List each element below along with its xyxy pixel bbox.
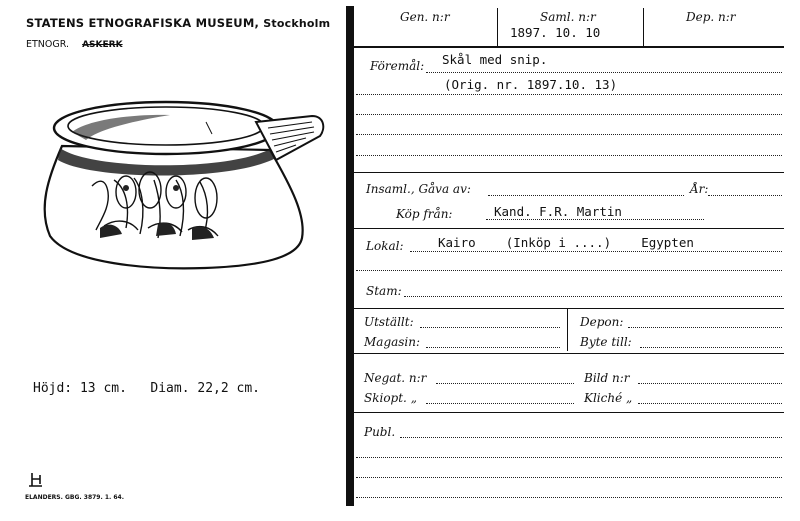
dotted-line <box>420 327 560 328</box>
kop-fran-label: Köp från: <box>396 207 453 221</box>
dep-nr-label: Dep. n:r <box>686 10 736 24</box>
byte-till-label: Byte till: <box>580 335 632 349</box>
card-spine <box>346 6 354 506</box>
lokal-value: Kairo (Inköp i ....) Egypten <box>438 235 694 250</box>
rule <box>354 228 784 229</box>
dotted-line <box>638 383 782 384</box>
rule <box>354 412 784 413</box>
dotted-line <box>628 327 782 328</box>
dotted-line <box>400 437 782 438</box>
dotted-line <box>486 219 704 220</box>
saml-nr-value: 1897. 10. 10 <box>510 25 601 40</box>
bowl-illustration <box>30 88 330 278</box>
depon-label: Depon: <box>580 315 624 329</box>
orig-nr-value: (Orig. nr. 1897.10. 13) <box>444 77 618 92</box>
printer-imprint: ELANDERS. GBG. 3879. 1. 64. <box>25 494 125 501</box>
dimensions <box>33 381 260 396</box>
dotted-line <box>640 347 782 348</box>
bild-label: Bild n:r <box>584 371 630 385</box>
rule <box>354 172 784 173</box>
dotted-line <box>426 347 560 348</box>
dotted-line <box>436 383 574 384</box>
museum-name: STATENS ETNOGRAFISKA MUSEUM, <box>26 16 260 30</box>
dotted-line <box>708 195 782 196</box>
department-label: ETNOGR. <box>26 39 70 50</box>
kop-fran-value: Kand. F.R. Martin <box>494 204 622 219</box>
saml-nr-label: Saml. n:r <box>540 10 596 24</box>
height-text: Höjd: 13 cm. <box>33 381 127 396</box>
ar-label: År: <box>690 182 709 196</box>
museum-city: Stockholm <box>263 17 331 30</box>
dotted-line <box>638 403 782 404</box>
dotted-line <box>356 270 782 271</box>
rule <box>354 308 784 309</box>
divider <box>497 8 498 46</box>
dotted-line <box>356 114 782 115</box>
gen-nr-label: Gen. n:r <box>400 10 450 24</box>
publ-label: Publ. <box>364 425 396 439</box>
skiopt-label: Skiopt. „ <box>364 391 417 405</box>
stam-label: Stam: <box>366 284 402 298</box>
dotted-line <box>426 72 782 73</box>
kliche-label: Kliché „ <box>584 391 633 405</box>
lokal-label: Lokal: <box>366 239 404 253</box>
printer-logo-icon <box>26 470 46 490</box>
insaml-label: Insaml., Gåva av: <box>366 182 471 196</box>
department-line <box>26 39 123 50</box>
magasin-label: Magasin: <box>364 335 421 349</box>
dotted-line <box>356 497 782 498</box>
dotted-line <box>356 477 782 478</box>
diameter-text: Diam. 22,2 cm. <box>150 381 260 396</box>
dotted-line <box>356 155 782 156</box>
dotted-line <box>404 296 782 297</box>
rule <box>354 46 784 48</box>
utstallt-label: Utställt: <box>364 315 414 329</box>
dotted-line <box>356 94 782 95</box>
negat-label: Negat. n:r <box>364 371 427 385</box>
rule <box>354 353 784 354</box>
department-struck: ASKERK <box>82 40 123 50</box>
divider <box>643 8 644 46</box>
dotted-line <box>426 403 574 404</box>
museum-title <box>26 16 330 30</box>
dotted-line <box>410 251 782 252</box>
dotted-line <box>356 457 782 458</box>
foremal-label: Föremål: <box>370 59 425 73</box>
foremal-value: Skål med snip. <box>442 52 548 67</box>
divider <box>567 309 568 351</box>
dotted-line <box>488 195 684 196</box>
dotted-line <box>356 134 782 135</box>
